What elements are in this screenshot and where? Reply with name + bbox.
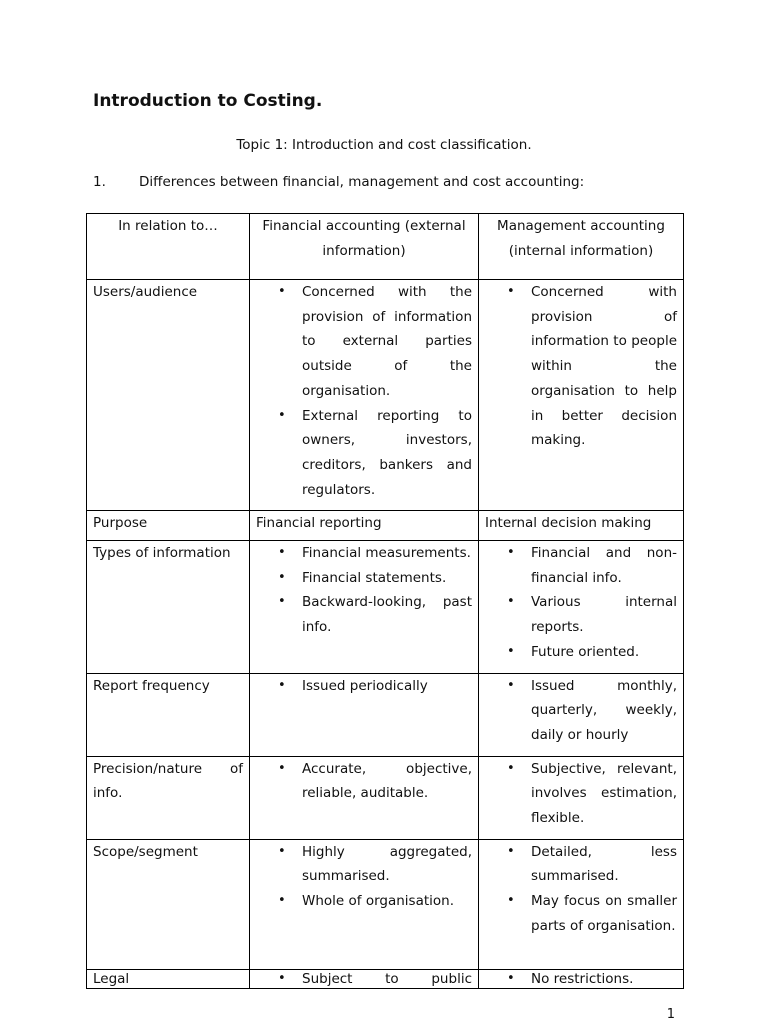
list-item: • Issued monthly, quarterly, weekly, daily or hourly <box>531 674 677 748</box>
list-item: • Concerned with the provision of information to external parties outside of the organisation. <box>302 280 472 404</box>
table-row <box>87 280 684 511</box>
management-cell <box>479 541 684 674</box>
bullet-list <box>256 840 472 914</box>
management-cell <box>479 280 684 511</box>
row-label: Scope/segment <box>87 839 250 969</box>
management-cell: Internal decision making <box>479 511 684 541</box>
financial-cell <box>250 673 479 756</box>
list-item: • Issued periodically <box>302 674 472 699</box>
bullet-list <box>256 280 472 502</box>
table-header-row <box>87 214 684 280</box>
financial-cell <box>250 756 479 839</box>
bullet-list <box>485 970 677 988</box>
row-label: Report frequency <box>87 673 250 756</box>
table-row <box>87 511 684 541</box>
table-row <box>87 756 684 839</box>
list-item: • Highly aggregated, summarised. <box>302 840 472 889</box>
list-item: • Financial statements. <box>302 566 472 591</box>
financial-cell <box>250 280 479 511</box>
bullet-list <box>256 970 472 988</box>
page-number: 1 <box>666 1007 675 1022</box>
header-cell: In relation to… <box>87 214 250 280</box>
list-item: • May focus on smaller parts of organisation. <box>531 889 677 938</box>
section-number: 1. <box>93 174 106 190</box>
row-label: Users/audience <box>87 280 250 511</box>
financial-cell <box>250 839 479 969</box>
bullet-list <box>485 280 677 453</box>
management-cell <box>479 756 684 839</box>
header-cell: Financial accounting (external information) <box>250 214 479 280</box>
bullet-list <box>485 674 677 748</box>
financial-cell <box>250 541 479 674</box>
bullet-list <box>485 541 677 665</box>
bullet-list <box>485 757 677 831</box>
list-item: • Financial and non-financial info. <box>531 541 677 590</box>
list-item: • Backward-looking, past info. <box>302 590 472 639</box>
list-item: • Future oriented. <box>531 640 677 665</box>
header-cell: Management accounting (internal information) <box>479 214 684 280</box>
bullet-list <box>256 541 472 640</box>
management-cell <box>479 673 684 756</box>
financial-cell: Financial reporting <box>250 511 479 541</box>
table-row <box>87 541 684 674</box>
list-item: • Various internal reports. <box>531 590 677 639</box>
bullet-list <box>256 674 472 699</box>
financial-cell <box>250 969 479 988</box>
bullet-list <box>485 840 677 939</box>
row-label: Legal <box>87 969 250 988</box>
bullet-list <box>256 757 472 806</box>
table-row <box>87 839 684 969</box>
list-item: • Subjective, relevant, involves estimation, flexible. <box>531 757 677 831</box>
list-item: • Whole of organisation. <box>302 889 472 914</box>
management-cell <box>479 839 684 969</box>
list-item: • Subject to public <box>302 970 472 988</box>
page-title: Introduction to Costing. <box>93 91 323 111</box>
table-row <box>87 969 684 988</box>
topic-subtitle: Topic 1: Introduction and cost classification. <box>236 137 532 153</box>
row-label: Purpose <box>87 511 250 541</box>
list-item: • Concerned with provision of information to people within the organisation to help in better decision making. <box>531 280 677 453</box>
comparison-table <box>86 213 684 989</box>
list-item: • External reporting to owners, investors, creditors, bankers and regulators. <box>302 404 472 503</box>
section-heading <box>93 174 584 190</box>
list-item: • Detailed, less summarised. <box>531 840 677 889</box>
list-item: • No restrictions. <box>531 970 677 988</box>
management-cell <box>479 969 684 988</box>
row-label: Precision/nature of info. <box>87 756 250 839</box>
list-item: • Accurate, objective, reliable, auditable. <box>302 757 472 806</box>
list-item: • Financial measurements. <box>302 541 472 566</box>
table-row <box>87 673 684 756</box>
section-text: Differences between financial, management and cost accounting: <box>139 174 585 190</box>
row-label: Types of information <box>87 541 250 674</box>
